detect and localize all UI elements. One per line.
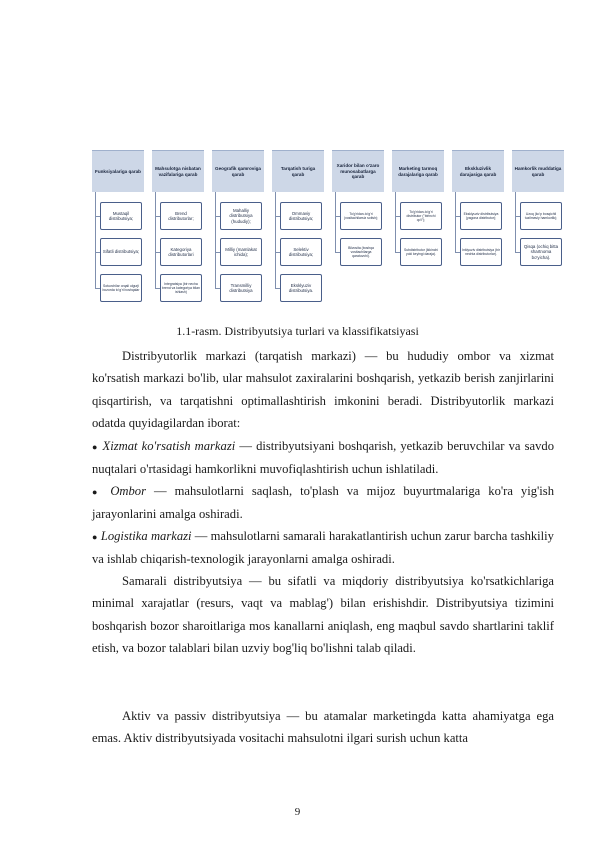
diagram-column-header: Tarqatish turiga qarab xyxy=(272,150,324,192)
diagram-column-header: Geografik qamroviga qarab xyxy=(212,150,264,192)
diagram-item-box: Eksklyuziv distributsiya. xyxy=(280,274,322,302)
diagram-item-box: Milliy (mamlakat ichida); xyxy=(220,238,262,266)
diagram-column xyxy=(392,150,444,318)
bullet-logistics-center xyxy=(92,525,554,571)
diagram-connector xyxy=(455,192,456,252)
diagram-connector xyxy=(95,192,96,288)
diagram-column-header: Xaridor bilan o'zaro munosabatlarga qarab xyxy=(332,150,384,192)
bullet-text: — mahsulotlarni saqlash, to'plash va mijoz buyurtmalariga ko'ra yig'ish jarayonlarini amalga oshiradi. xyxy=(92,484,554,522)
diagram-item-box: Subdistributor (ikkinchi yoki keyingi daraja). xyxy=(400,238,442,266)
diagram-connector xyxy=(215,192,216,288)
bullet-term: Xizmat ko'rsatish markazi xyxy=(102,439,236,453)
bullet-text: — mahsulotlarni samarali harakatlantirish uchun zarur barcha tashkiliy va ishlab chiqarish-texnologik jarayonlarni amalga oshiradi. xyxy=(92,529,554,567)
diagram-item-box: Qisqa (ochiq bitta shartnoma bo'yicha). xyxy=(520,238,562,266)
bullet-icon: ● xyxy=(92,442,99,452)
diagram-item-box: Ommaviy distributsiya; xyxy=(280,202,322,230)
diagram-item-box: To'g'ridan-to'g'ri distributor ("birinchi qo'l"); xyxy=(400,202,442,230)
paragraph-active-passive: Aktiv va passiv distribyutsiya — bu atamalar marketingda katta ahamiyatga ega emas. Aktiv distribyutsiyada vositachi mahsulotni ilgari surish uchun katta xyxy=(92,709,554,746)
paragraph-effective-distribution: Samarali distribyutsiya — bu sifatli va miqdoriy distribyutsiya ko'rsatkichlariga minimal xarajatlar (resurs, vaqt va mablag') bilan erishishdir. Distribyutsiya tizimini boshqarish bozor sharoitlariga mos kanallarni aniqlash, eng maqbul savdo shartlarini taklif etish, va bozor talablari bilan uzviy bog'liq bo'lishni talab qiladi. xyxy=(92,574,554,656)
paragraph-distribution-center: Distribyutorlik markazi (tarqatish markazi) — bu hududiy ombor va xizmat ko'rsatish markazi bo'lib, ular mahsulot zaxiralarini boshqarish, yetkazib berish zanjirlarini qisqartirish, va tarqatishni optimallashtirish imkonini beradi. Distribyutorlik markazi odatda quyidagilardan iborat: xyxy=(92,349,554,431)
diagram-column-header: Ekskluzivlik darajasiga qarab xyxy=(452,150,504,192)
figure-caption: 1.1-rasm. Distribyutsiya turlari va klassifikatsiyasi xyxy=(176,324,419,338)
diagram-column xyxy=(452,150,504,318)
diagram-item-box: Mahalliy distributsiya (hududiy); xyxy=(220,202,262,230)
diagram-column-header: Hamkorlik muddatiga qarab xyxy=(512,150,564,192)
diagram-item-box: Sifatli distributsiya; xyxy=(100,238,142,266)
diagram-column xyxy=(92,150,144,318)
diagram-column xyxy=(152,150,204,318)
bullet-warehouse xyxy=(92,480,554,526)
diagram-column xyxy=(212,150,264,318)
diagram-item-box: Bilvosita (boshqa vositachilarga qaratuvchi). xyxy=(340,238,382,266)
diagram-connector xyxy=(515,192,516,252)
diagram-item-box: Uzoq (ko'p bosqichli tuzilmaviy hamkorlik); xyxy=(520,202,562,230)
diagram-connector xyxy=(155,192,156,288)
bullet-service-center xyxy=(92,435,554,481)
diagram-column-header: Mahsulotga nisbatan vazifalariga qarab xyxy=(152,150,204,192)
diagram-column-header: Funksiyalariga qarab xyxy=(92,150,144,192)
diagram-item-box: Mustaqil distributsiya; xyxy=(100,202,142,230)
bullet-term: Logistika markazi xyxy=(100,529,192,543)
page-number: 9 xyxy=(294,806,301,818)
diagram-column xyxy=(272,150,324,318)
diagram-connector xyxy=(275,192,276,288)
diagram-item-box: Eksklyuziv distributsiya (yagona distributor); xyxy=(460,202,502,230)
diagram-item-box: Inklyuziv distributsiya (bir nechta distributorlar). xyxy=(460,238,502,266)
diagram-connector xyxy=(395,192,396,252)
diagram-item-box: To'g'ridan-to'g'ri (vositachilarsiz sotish); xyxy=(340,202,382,230)
diagram-column xyxy=(332,150,384,318)
diagram-column xyxy=(512,150,564,318)
diagram-item-box: Selektiv distributsiya; xyxy=(280,238,322,266)
diagram-item-box: Transmilliy distributsiya xyxy=(220,274,262,302)
bullet-text: — distribyutsiyani boshqarish, yetkazib beruvchilar va savdo nuqtalari o'rtasidagi hamkorlikni muvofiqlashtirish uchun ishlatiladi. xyxy=(92,439,555,477)
distribution-types-diagram xyxy=(92,150,562,318)
diagram-item-box: Sotuvchilar orqali ulgurji bozorda to'g'ri boshqalar xyxy=(100,274,142,302)
diagram-column-header: Marketing tarmoq darajalariga qarab xyxy=(392,150,444,192)
diagram-item-box: Kategoriya distributorlari xyxy=(160,238,202,266)
bullet-icon: ● xyxy=(92,487,103,497)
diagram-connector xyxy=(335,192,336,252)
diagram-item-box: Brend distributorlar; xyxy=(160,202,202,230)
bullet-icon: ● xyxy=(92,532,98,542)
bullet-term: Ombor xyxy=(110,484,146,498)
diagram-item-box: Integratsiya (bir necha brend va kategoriya bilan ishlash) xyxy=(160,274,202,302)
